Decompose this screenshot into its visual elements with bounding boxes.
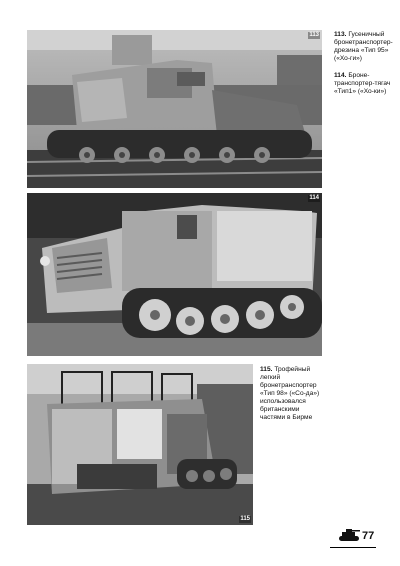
caption-text: Броне-транспортер-тягач «Тип1» («Хо-ки») (334, 72, 391, 95)
caption-number: 114. (334, 72, 347, 79)
caption-text: Трофейный легкий бронетранспортер «Тип 98» («Со-да») использовался британскими частями в Бирме (260, 366, 320, 421)
caption-113 (334, 31, 394, 63)
footer-rule (330, 547, 376, 548)
photo-113 (27, 30, 322, 188)
caption-number: 113. (334, 31, 347, 38)
photo-115 (27, 364, 253, 525)
photo-number: 113 (309, 32, 319, 38)
photo-114 (27, 193, 322, 356)
photo-number: 115 (240, 516, 250, 522)
caption-number: 115. (260, 366, 273, 373)
page-number: 77 (362, 530, 375, 542)
caption-text: Гусеничный бронетранспортер-дрезина «Тип 95» («Хо-ги») (334, 31, 393, 62)
photo-113-image (27, 30, 322, 188)
caption-114 (334, 72, 394, 96)
caption-115 (260, 366, 326, 422)
photo-number: 114 (309, 195, 319, 201)
photo-115-image (27, 364, 253, 525)
photo-114-image (27, 193, 322, 356)
tank-icon (337, 528, 361, 542)
